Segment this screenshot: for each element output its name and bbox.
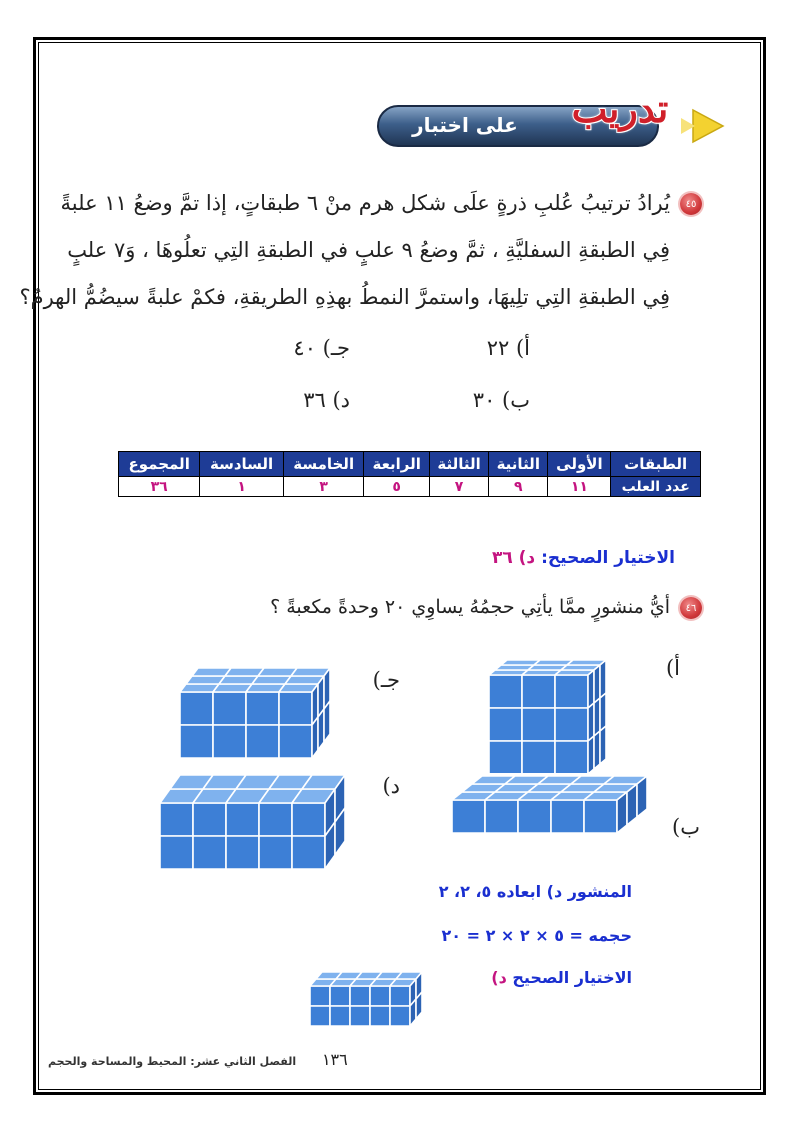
question-45-number: ٤٥ <box>680 193 702 215</box>
cube-face <box>588 703 594 741</box>
cube-face <box>489 708 522 741</box>
table-cell: ١١ <box>548 477 611 497</box>
cube-face <box>193 803 226 836</box>
cube-face <box>518 800 551 833</box>
cube-face <box>522 741 555 773</box>
cube-face <box>390 1006 410 1026</box>
prism-c-figure <box>178 666 338 776</box>
cube-face <box>584 800 617 833</box>
cube-face <box>160 803 193 836</box>
answer-46-line-2: حجمه = ٥ × ٢ × ٢ = ٢٠ <box>441 926 632 945</box>
cube-face <box>489 741 522 773</box>
cube-face <box>485 800 518 833</box>
answer-46-label: الاختيار الصحيح <box>512 968 632 987</box>
cube-face <box>600 726 606 764</box>
page-number: ١٣٦ <box>321 1050 348 1069</box>
cube-face <box>370 986 390 1006</box>
footer-chapter: الفصل الثاني عشر: <box>190 1055 297 1068</box>
answer-46-line-3 <box>491 968 632 987</box>
cube-face <box>594 665 600 703</box>
table-cell: ٣ <box>283 477 364 497</box>
cube-face <box>350 986 370 1006</box>
cube-face <box>370 1006 390 1026</box>
table-header-cell: الطبقات <box>611 452 701 477</box>
footer <box>48 1050 348 1069</box>
cube-face <box>555 675 588 708</box>
cube-face <box>452 800 485 833</box>
cube-face <box>324 701 330 742</box>
option-b: ب) ٣٠ <box>472 388 530 412</box>
cube-face <box>522 675 555 708</box>
question-46-text: أيُّ منشورٍ ممَّا يأتِي حجمُهُ يساوِي ٢٠ وحدةً مكعبةً ؟ <box>270 596 670 618</box>
cube-face <box>246 692 279 725</box>
prism-a-figure <box>487 658 627 773</box>
cube-face <box>330 1006 350 1026</box>
question-46-number: ٤٦ <box>680 597 702 619</box>
cube-face <box>330 986 350 1006</box>
cube-face <box>213 692 246 725</box>
table-cell: ١ <box>200 477 284 497</box>
cube-face <box>292 836 325 869</box>
cube-face <box>312 717 318 758</box>
cube-face <box>259 836 292 869</box>
cube-face <box>246 725 279 758</box>
cube-face <box>551 800 584 833</box>
cube-face <box>180 725 213 758</box>
cube-face <box>318 709 324 750</box>
cube-face <box>555 741 588 773</box>
option-a: أ) ٢٢ <box>486 336 530 360</box>
layers-table <box>118 451 701 497</box>
cube-face <box>160 836 193 869</box>
table-cell: ٣٦ <box>119 477 200 497</box>
cube-face <box>180 692 213 725</box>
table-header-cell: المجموع <box>119 452 200 477</box>
cube-face <box>594 731 600 769</box>
option-d: د) ٣٦ <box>303 388 350 412</box>
answer-45 <box>492 548 675 568</box>
banner-arrow-icon <box>693 110 723 142</box>
banner-subtitle: على اختبار <box>412 113 518 137</box>
table-header-cell: الثانية <box>489 452 548 477</box>
prism-answer-figure <box>308 970 438 1046</box>
answer-46-line-1: المنشور د) ابعاده ٥، ٢، ٢ <box>438 882 632 901</box>
cube-face <box>259 803 292 836</box>
prism-d-figure <box>158 773 368 881</box>
cube-face <box>279 725 312 758</box>
table-header-cell: الأولى <box>548 452 611 477</box>
cube-face <box>617 792 627 833</box>
cube-face <box>627 784 637 825</box>
cube-face <box>600 660 606 698</box>
table-cell: ٩ <box>489 477 548 497</box>
table-header-cell: الرابعة <box>364 452 429 477</box>
cube-face <box>350 1006 370 1026</box>
cube-face <box>390 986 410 1006</box>
table-header-cell: السادسة <box>200 452 284 477</box>
cube-face <box>226 803 259 836</box>
prism-label-c: جـ) <box>372 668 400 692</box>
table-header-row <box>119 452 701 477</box>
cube-face <box>310 1006 330 1026</box>
table-row <box>119 477 701 497</box>
footer-topic: المحيط والمساحة والحجم <box>48 1055 187 1068</box>
cube-face <box>193 836 226 869</box>
answer-46-value: د) <box>491 968 507 987</box>
cube-face <box>279 692 312 725</box>
cube-face <box>555 708 588 741</box>
cube-face <box>310 986 330 1006</box>
cube-face <box>594 698 600 736</box>
cube-face <box>637 776 647 817</box>
table-row-label: عدد العلب <box>611 477 701 497</box>
cube-face <box>600 693 606 731</box>
prism-label-b: ب) <box>672 815 700 839</box>
cube-face <box>489 675 522 708</box>
table-cell: ٧ <box>429 477 488 497</box>
option-c: جـ) ٤٠ <box>293 336 350 360</box>
cube-face <box>588 736 594 773</box>
prism-label-a: أ) <box>665 656 680 680</box>
prism-b-figure <box>450 774 655 876</box>
table-cell: ٥ <box>364 477 429 497</box>
banner-title: تدريب <box>571 86 669 131</box>
table-header-cell: الثالثة <box>429 452 488 477</box>
cube-face <box>292 803 325 836</box>
answer-45-value: د) ٣٦ <box>491 548 536 568</box>
question-45-line-1: يُرادُ ترتيبُ عُلبِ ذرةٍ علَى شكل هرم منْ ٦ طبقاتٍ، إذا تمَّ وضعُ ١١ علبةً <box>60 191 670 215</box>
cube-face <box>588 670 594 708</box>
question-45-line-3: فِي الطبقةِ التِي تلِيهَا، واستمرَّ النمطُ بهذِهِ الطريقةِ، فكمْ علبةً سيضُمُّ الهرمُ؟ <box>19 285 670 309</box>
prism-label-d: د) <box>382 774 400 798</box>
question-45-line-2: فِي الطبقةِ السفليَّةِ ، ثمَّ وضعُ ٩ علبٍ في الطبقةِ التِي تعلُوهَا ، وَ٧ علبٍ <box>67 238 670 262</box>
cube-face <box>226 836 259 869</box>
cube-face <box>213 725 246 758</box>
table-header-cell: الخامسة <box>283 452 364 477</box>
cube-face <box>522 708 555 741</box>
answer-45-label: الاختيار الصحيح: <box>541 548 675 568</box>
